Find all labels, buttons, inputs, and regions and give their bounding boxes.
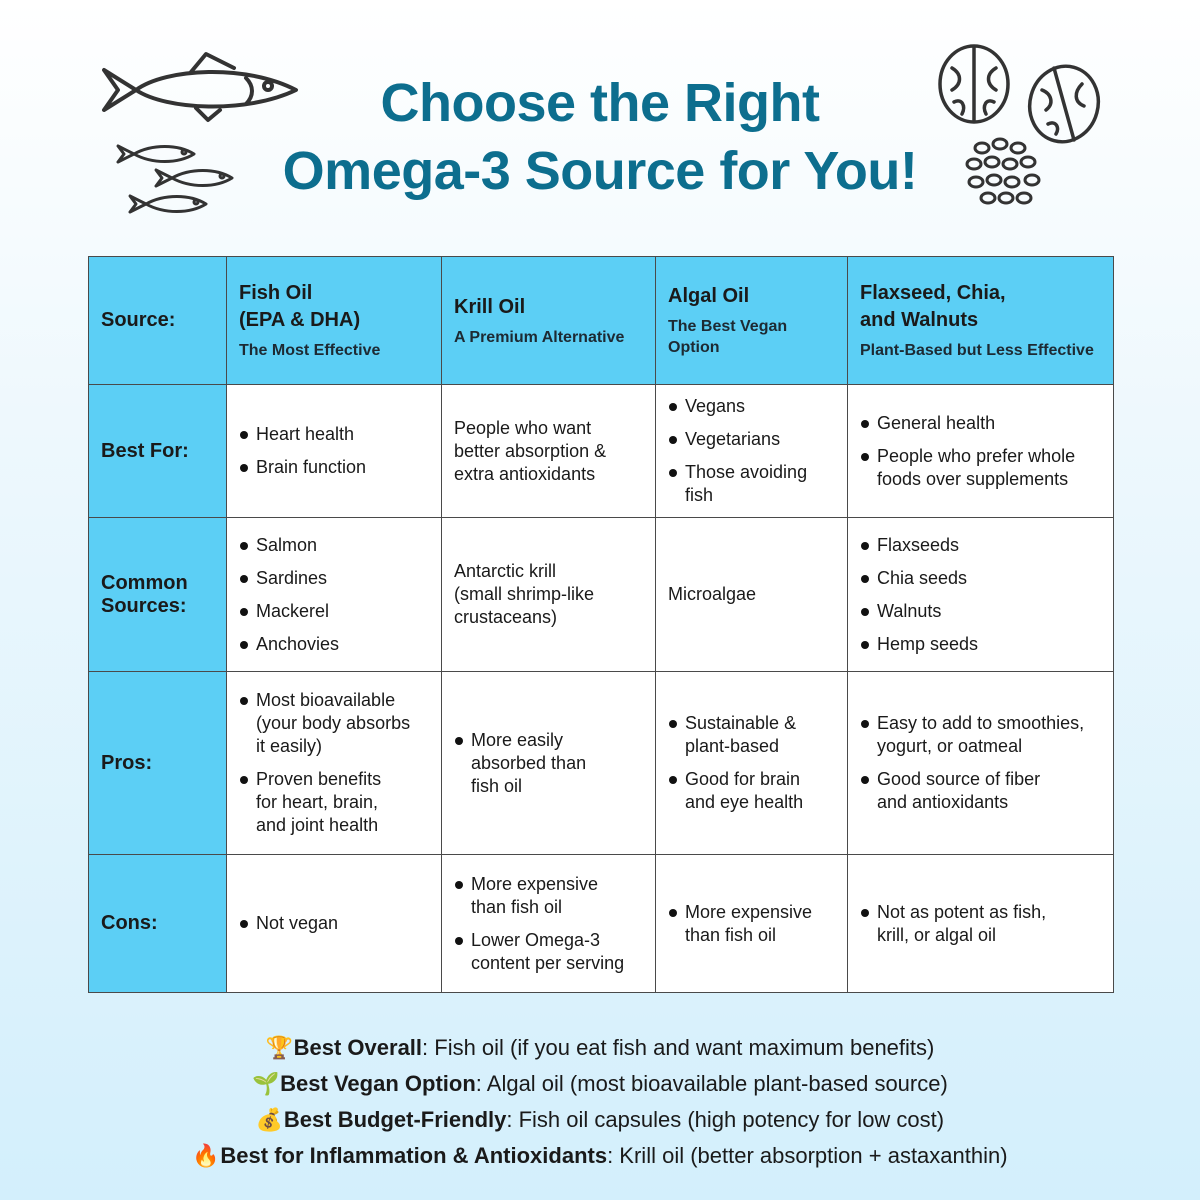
recommendation-category: Best Budget-Friendly — [283, 1107, 507, 1132]
column-header-fish-oil — [227, 257, 442, 385]
bullet-item: More expensive than fish oil — [668, 901, 835, 947]
recommendation-line — [0, 1066, 1200, 1102]
recommendation-text: : Krill oil (better absorption + astaxanthin) — [607, 1143, 1008, 1168]
bullet-item: Walnuts — [860, 600, 1101, 623]
row-label: Best For: — [89, 385, 227, 518]
column-header-algal-oil — [656, 257, 848, 385]
column-subtitle: Plant-Based but Less Effective — [860, 342, 1094, 359]
table-row-common-sources — [89, 518, 1114, 672]
bullet-list — [239, 689, 429, 837]
recommendation-line — [0, 1138, 1200, 1174]
bullet-item: Salmon — [239, 534, 429, 557]
bullet-list — [454, 729, 643, 798]
comparison-table — [88, 256, 1114, 993]
bullet-item: Lower Omega-3 content per serving — [454, 929, 643, 975]
recommendation-category: Best Overall — [293, 1035, 423, 1060]
recommendation-category: Best Vegan Option — [280, 1071, 476, 1096]
corner-label: Source: — [89, 257, 227, 385]
recommendations-footer — [0, 1030, 1200, 1174]
table-cell — [442, 672, 656, 855]
row-label: Common Sources: — [89, 518, 227, 672]
bullet-item: Chia seeds — [860, 567, 1101, 590]
bullet-list — [860, 712, 1101, 814]
bullet-item: Sustainable & plant-based — [668, 712, 835, 758]
bullet-list — [668, 712, 835, 814]
bullet-item: More easily absorbed than fish oil — [454, 729, 643, 798]
bullet-list — [860, 901, 1101, 947]
table-row-pros — [89, 672, 1114, 855]
table-cell — [442, 385, 656, 518]
recommendation-category: Best for Inflammation & Antioxidants — [220, 1143, 608, 1168]
bullet-item: Flaxseeds — [860, 534, 1101, 557]
table-cell — [848, 518, 1114, 672]
table-row-cons — [89, 855, 1114, 993]
recommendation-text: : Algal oil (most bioavailable plant-based source) — [475, 1071, 948, 1096]
recommendation-text: : Fish oil capsules (high potency for low cost) — [506, 1107, 945, 1132]
bullet-item: Brain function — [239, 456, 429, 479]
bullet-item: Mackerel — [239, 600, 429, 623]
column-name: Fish Oil (EPA & DHA) — [239, 282, 361, 331]
table-cell — [227, 855, 442, 993]
seedling-icon: 🌱 — [252, 1071, 280, 1096]
bullet-list — [239, 534, 429, 656]
bullet-item: Good for brain and eye health — [668, 768, 835, 814]
bullet-list — [239, 423, 429, 479]
table-cell — [656, 672, 848, 855]
bullet-list — [454, 873, 643, 975]
bullet-item: More expensive than fish oil — [454, 873, 643, 919]
column-name: Krill Oil — [454, 295, 526, 318]
bullet-list — [239, 912, 429, 935]
row-label: Cons: — [89, 855, 227, 993]
table-cell — [227, 518, 442, 672]
column-subtitle: A Premium Alternative — [454, 328, 625, 346]
fire-icon: 🔥 — [192, 1143, 220, 1168]
bullet-list — [668, 395, 835, 507]
cell-text: Antarctic krill (small shrimp-like crustaceans) — [454, 561, 595, 627]
money-bag-icon: 💰 — [255, 1107, 284, 1132]
bullet-list — [668, 901, 835, 947]
table-cell — [848, 855, 1114, 993]
column-header-flaxseed-chia-walnuts — [848, 257, 1114, 385]
table-header-row — [89, 257, 1114, 385]
table-cell — [227, 385, 442, 518]
bullet-item: Vegans — [668, 395, 835, 418]
bullet-item: General health — [860, 412, 1101, 435]
large-fish-icon — [96, 48, 306, 128]
recommendation-line — [0, 1030, 1200, 1066]
recommendation-line — [0, 1102, 1200, 1138]
bullet-item: Proven benefits for heart, brain, and joint health — [239, 768, 429, 837]
bullet-item: Sardines — [239, 567, 429, 590]
page-title-line-2: Omega-3 Source for You! — [282, 141, 918, 201]
table-cell — [848, 385, 1114, 518]
table-cell — [656, 855, 848, 993]
bullet-item: People who prefer whole foods over supplements — [860, 445, 1101, 491]
small-fish-school-icon — [112, 140, 242, 220]
recommendation-text: : Fish oil (if you eat fish and want maximum benefits) — [422, 1035, 935, 1060]
page-title-line-1: Choose the Right — [380, 73, 820, 133]
column-subtitle: The Most Effective — [239, 342, 381, 359]
trophy-icon: 🏆 — [265, 1035, 294, 1060]
bullet-item: Not as potent as fish, krill, or algal oil — [860, 901, 1101, 947]
table-cell — [227, 672, 442, 855]
table-cell — [442, 855, 656, 993]
bullet-item: Vegetarians — [668, 428, 835, 451]
bullet-list — [860, 412, 1101, 491]
bullet-item: Easy to add to smoothies, yogurt, or oatmeal — [860, 712, 1101, 758]
bullet-item: Good source of fiber and antioxidants — [860, 768, 1101, 814]
column-name: Flaxseed, Chia, and Walnuts — [860, 282, 1006, 331]
table-row-best-for — [89, 385, 1114, 518]
column-subtitle: The Best Vegan Option — [668, 318, 788, 356]
table-cell — [656, 385, 848, 518]
bullet-item: Most bioavailable (your body absorbs it easily) — [239, 689, 429, 758]
bullet-item: Hemp seeds — [860, 633, 1101, 656]
bullet-item: Not vegan — [239, 912, 429, 935]
bullet-item: Heart health — [239, 423, 429, 446]
column-header-krill-oil — [442, 257, 656, 385]
column-name: Algal Oil — [668, 285, 750, 307]
seeds-icon — [962, 136, 1052, 210]
table-cell — [656, 518, 848, 672]
table-cell — [442, 518, 656, 672]
cell-text: Microalgae — [668, 584, 757, 604]
table-cell — [848, 672, 1114, 855]
row-label: Pros: — [89, 672, 227, 855]
bullet-item: Those avoiding fish — [668, 461, 835, 507]
bullet-item: Anchovies — [239, 633, 429, 656]
cell-text: People who want better absorption & extra antioxidants — [454, 417, 607, 484]
bullet-list — [860, 534, 1101, 656]
